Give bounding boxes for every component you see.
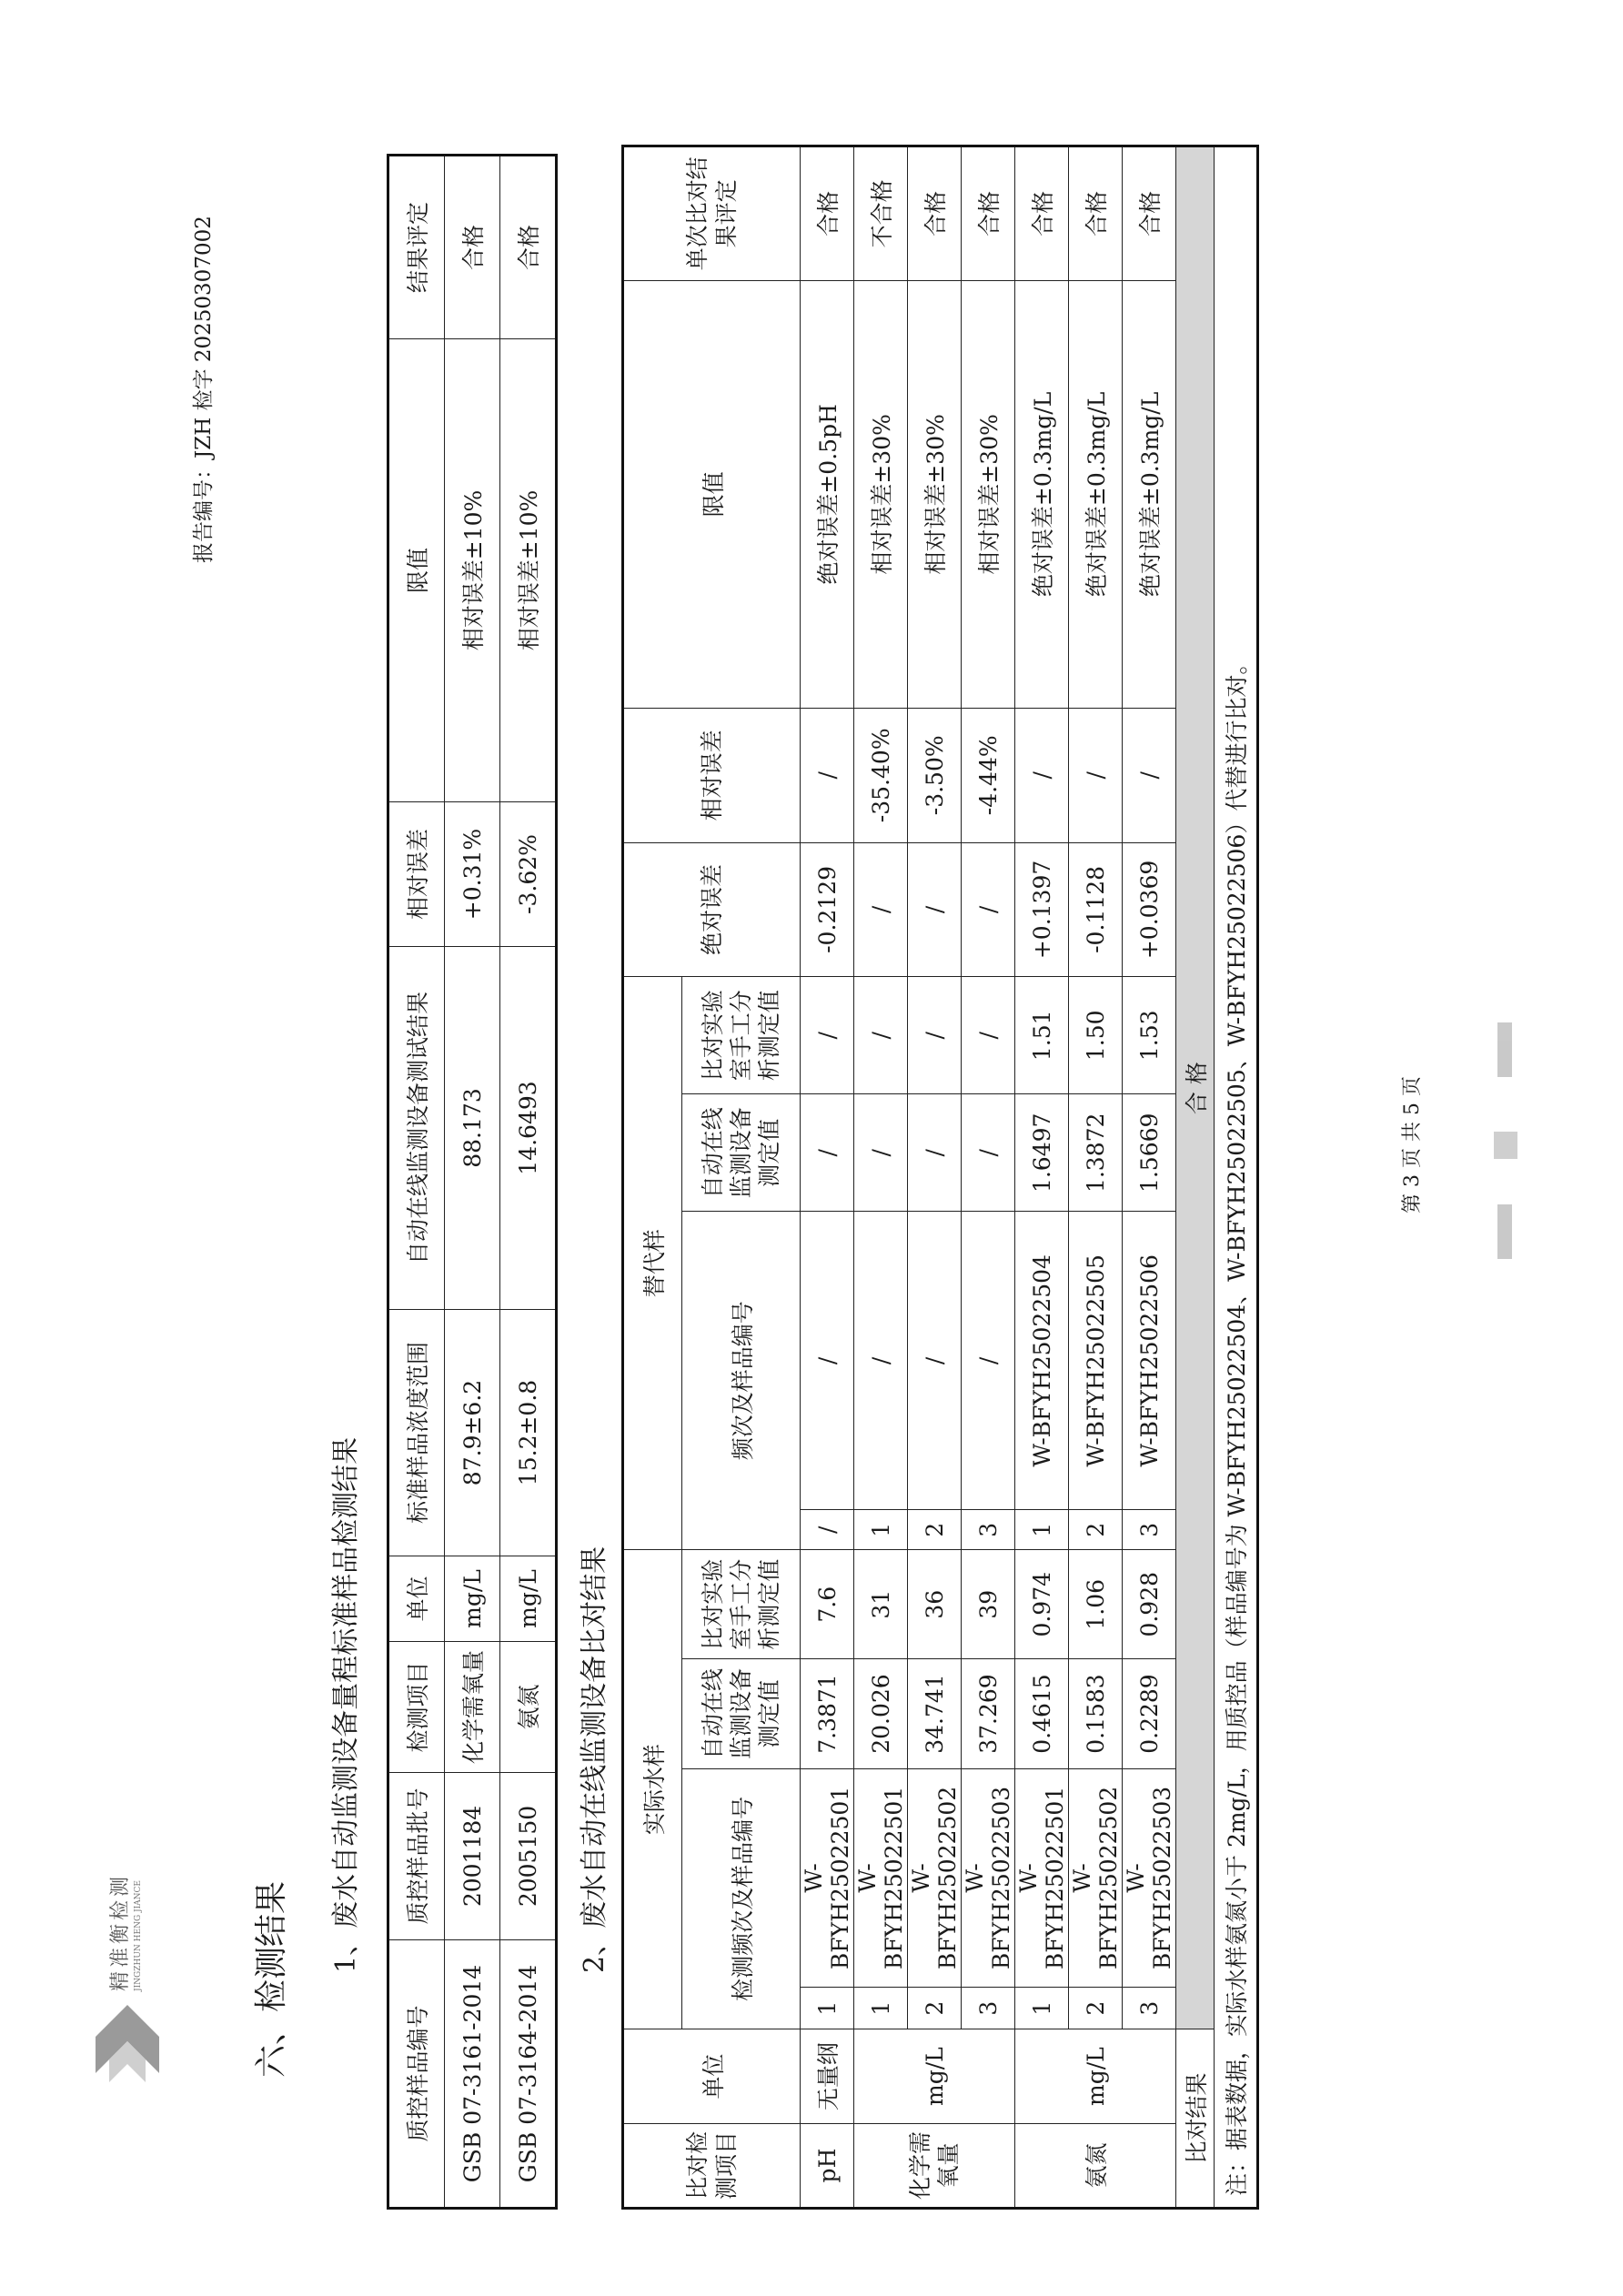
cell: +0.31% [445, 802, 500, 947]
cell: / [962, 842, 1015, 977]
item-unit: mg/L [854, 2029, 1015, 2124]
cell: 1 [1015, 1988, 1069, 2029]
cell: W-BFYH25022502 [908, 1768, 962, 1988]
table-row-nh3 [1069, 146, 1123, 2209]
logo-name-en: JINGZHUN HENG JIANCE [134, 1880, 143, 1991]
cell: 14.6493 [500, 947, 557, 1310]
cell: / [908, 1212, 962, 1510]
header-unit: 单位 [623, 2029, 801, 2124]
cell: 3 [962, 1510, 1015, 1550]
col-header: 相对误差 [388, 802, 445, 947]
page-footer: 第 3 页 共 5 页 [1401, 1076, 1424, 1213]
subsection-title-2: 2、废水自动在线监测设备比对结果 [579, 1546, 610, 1973]
cell: / [908, 842, 962, 977]
cell: 0.4615 [1015, 1659, 1069, 1768]
cell: W-BFYH25022501 [854, 1768, 908, 1988]
cell: / [801, 977, 854, 1094]
cell: 1 [854, 1510, 908, 1550]
cell: W-BFYH25022504 [1015, 1212, 1069, 1510]
cell: 7.3871 [801, 1659, 854, 1768]
report-number: 报告编号：JZH 检字 20250307002 [192, 216, 216, 563]
cell: -0.2129 [801, 842, 854, 977]
cell: -35.40% [854, 709, 908, 843]
cell: +0.0369 [1123, 842, 1176, 977]
cell: mg/L [445, 1556, 500, 1642]
item-name: 氨氮 [1015, 2124, 1176, 2209]
comparison-table [621, 145, 1259, 2210]
cell: / [1123, 709, 1176, 843]
cell: 相对误差±30% [854, 280, 908, 708]
cell: 1.50 [1069, 977, 1123, 1094]
header-actual-sample: 实际水样 [623, 1550, 682, 2029]
cell: 31 [854, 1550, 908, 1659]
cell: 34.741 [908, 1659, 962, 1768]
col-header: 质控样品批号 [388, 1773, 445, 1940]
cell: 2 [1069, 1988, 1123, 2029]
cell: W-BFYH25022501 [801, 1768, 854, 1988]
cell: 3 [962, 1988, 1015, 2029]
table-row [500, 156, 557, 2209]
cell: / [962, 1094, 1015, 1212]
table-header-row [623, 146, 682, 2209]
cell: / [854, 977, 908, 1094]
standard-sample-table [387, 154, 558, 2210]
header-limit: 限值 [623, 280, 801, 708]
subsection-title-1: 1、废水自动监测设备量程标准样品检测结果 [330, 1436, 362, 1973]
col-header: 限值 [388, 339, 445, 802]
cell: -4.44% [962, 709, 1015, 843]
conclusion-label: 比对结果 [1176, 2029, 1215, 2209]
cell: 1.6497 [1015, 1094, 1069, 1212]
header-lab-value: 比对实验室手工分析测定值 [682, 1550, 801, 1659]
header-rel-error: 相对误差 [623, 709, 801, 843]
header-auto-value: 自动在线监测设备测定值 [682, 1659, 801, 1768]
cell: 1.5669 [1123, 1094, 1176, 1212]
cell: 3 [1123, 1510, 1176, 1550]
table-row-nh3 [1015, 146, 1069, 2209]
cell: 合格 [445, 156, 500, 339]
table-row-cod [962, 146, 1015, 2209]
cell: 合格 [908, 146, 962, 281]
cell: 合格 [1015, 146, 1069, 281]
cell: 绝对误差±0.3mg/L [1123, 280, 1176, 708]
cell: 合格 [801, 146, 854, 281]
cell: 绝对误差±0.3mg/L [1015, 280, 1069, 708]
cell: / [801, 1094, 854, 1212]
cell: W-BFYH25022503 [962, 1768, 1015, 1988]
cell: / [801, 1212, 854, 1510]
table-row-cod [854, 146, 908, 2209]
cell: 1 [854, 1988, 908, 2029]
header-eval: 单次比对结果评定 [623, 146, 801, 281]
cell: 0.1583 [1069, 1659, 1123, 1768]
header-sub-lab-value: 比对实验室手工分析测定值 [682, 977, 801, 1094]
logo-name-cn: 精准衡检测 [109, 1872, 132, 1991]
cell: GSB 07-3161-2014 [445, 1940, 500, 2209]
logo-mark-icon [86, 1996, 173, 2082]
cell: 2005150 [500, 1773, 557, 1940]
cell: 相对误差±10% [445, 339, 500, 802]
cell: GSB 07-3164-2014 [500, 1940, 557, 2209]
cell: W-BFYH25022503 [1123, 1768, 1176, 1988]
cell: -3.50% [908, 709, 962, 843]
col-header: 结果评定 [388, 156, 445, 339]
item-name: 化学需氧量 [854, 2124, 1015, 2209]
header-sub-id: 频次及样品编号 [682, 1212, 801, 1550]
cell: / [801, 1510, 854, 1550]
cell: 2 [1069, 1510, 1123, 1550]
cell: 1.53 [1123, 977, 1176, 1094]
cell: 相对误差±30% [908, 280, 962, 708]
cell: 1.3872 [1069, 1094, 1123, 1212]
cell: 相对误差±30% [962, 280, 1015, 708]
col-header: 单位 [388, 1556, 445, 1642]
cell: 化学需氧量 [445, 1642, 500, 1773]
cell: 36 [908, 1550, 962, 1659]
cell: -0.1128 [1069, 842, 1123, 977]
cell: 0.2289 [1123, 1659, 1176, 1768]
company-logo [86, 1873, 196, 2082]
cell: 氨氮 [500, 1642, 557, 1773]
cell: 合格 [1123, 146, 1176, 281]
stamp-mark-icon [1492, 1004, 1519, 1259]
cell: / [854, 1212, 908, 1510]
item-unit: 无量纲 [801, 2029, 854, 2124]
item-name: pH [801, 2124, 854, 2209]
cell: 2 [908, 1510, 962, 1550]
cell: 2001184 [445, 1773, 500, 1940]
cell: 1 [801, 1988, 854, 2029]
cell: W-BFYH25022506 [1123, 1212, 1176, 1510]
cell: 1 [1015, 1510, 1069, 1550]
cell: 绝对误差±0.3mg/L [1069, 280, 1123, 708]
table-header-row [388, 156, 445, 2209]
cell: W-BFYH25022502 [1069, 1768, 1123, 1988]
header-sub-auto-value: 自动在线监测设备测定值 [682, 1094, 801, 1212]
item-unit: mg/L [1015, 2029, 1176, 2124]
cell: / [962, 1212, 1015, 1510]
cell: / [1015, 709, 1069, 843]
cell: 15.2±0.8 [500, 1310, 557, 1556]
cell: W-BFYH25022505 [1069, 1212, 1123, 1510]
cell: W-BFYH25022501 [1015, 1768, 1069, 1988]
col-header: 标准样品浓度范围 [388, 1310, 445, 1556]
cell: 绝对误差±0.5pH [801, 280, 854, 708]
cell: -3.62% [500, 802, 557, 947]
cell: / [908, 1094, 962, 1212]
cell: mg/L [500, 1556, 557, 1642]
cell: / [854, 842, 908, 977]
section-title: 六、检测结果 [253, 1880, 290, 2078]
header-abs-error: 绝对误差 [623, 842, 801, 977]
note-text: 注：据表数据，实际水样氨氮小于 2mg/L，用质控品（样品编号为 W-BFYH25022504、W-BFYH25022505、W-BFYH25022506）代替进行比对。 [1215, 146, 1258, 2209]
cell: 87.9±6.2 [445, 1310, 500, 1556]
cell: 合格 [962, 146, 1015, 281]
cell: +0.1397 [1015, 842, 1069, 977]
cell: / [801, 709, 854, 843]
header-actual-id: 检测频次及样品编号 [682, 1768, 801, 2029]
cell: 合格 [1069, 146, 1123, 281]
col-header: 自动在线监测设备测试结果 [388, 947, 445, 1310]
note-row [1215, 146, 1258, 2209]
table-row-ph [801, 146, 854, 2209]
cell: 2 [908, 1988, 962, 2029]
cell: / [854, 1094, 908, 1212]
table-row [445, 156, 500, 2209]
cell: 20.026 [854, 1659, 908, 1768]
cell: 3 [1123, 1988, 1176, 2029]
conclusion-row [1176, 146, 1215, 2209]
cell: / [908, 977, 962, 1094]
cell: 7.6 [801, 1550, 854, 1659]
cell: 39 [962, 1550, 1015, 1659]
cell: 1.06 [1069, 1550, 1123, 1659]
cell: 0.928 [1123, 1550, 1176, 1659]
table-row-cod [908, 146, 962, 2209]
cell: 相对误差±10% [500, 339, 557, 802]
table-row-nh3 [1123, 146, 1176, 2209]
cell: 不合格 [854, 146, 908, 281]
cell: 合格 [500, 156, 557, 339]
col-header: 质控样品编号 [388, 1940, 445, 2209]
cell: 0.974 [1015, 1550, 1069, 1659]
header-item: 比对检测项目 [623, 2124, 801, 2209]
conclusion-value: 合 格 [1176, 146, 1215, 2029]
cell: 1.51 [1015, 977, 1069, 1094]
header-substitute-sample: 替代样 [623, 977, 682, 1550]
col-header: 检测项目 [388, 1642, 445, 1773]
cell: 37.269 [962, 1659, 1015, 1768]
cell: 88.173 [445, 947, 500, 1310]
cell: / [962, 977, 1015, 1094]
cell: / [1069, 709, 1123, 843]
